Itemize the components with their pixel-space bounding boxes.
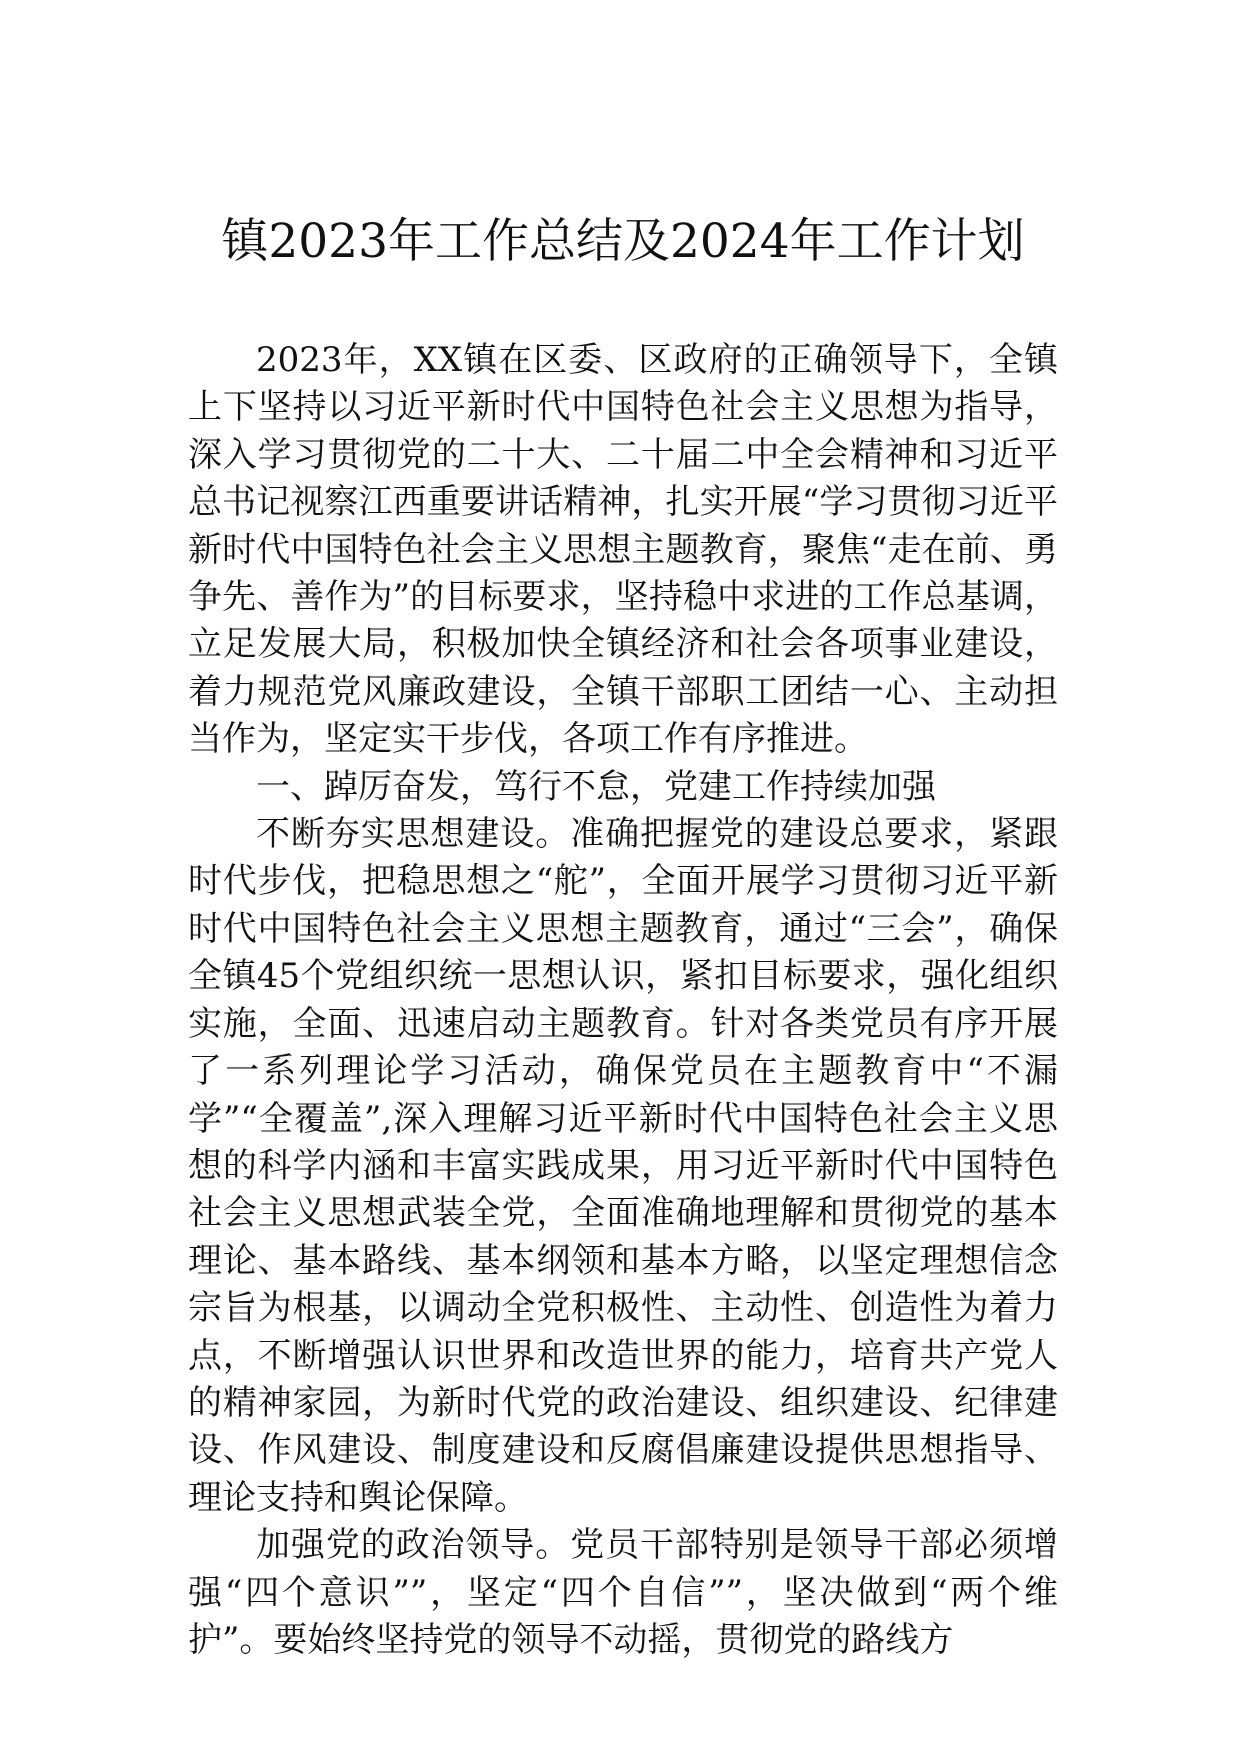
document-page xyxy=(188,0,1058,1754)
document-title: 镇2023年工作总结及2024年工作计划 xyxy=(221,214,1025,269)
body-paragraph: 加强党的政治领导。党员干部特别是领导干部必须增强“四个意识””，坚定“四个自信””，坚决做到“两个维护”。要始终坚持党的领导不动摇，贯彻党的路线方 xyxy=(188,1525,1058,1660)
document-body xyxy=(188,337,1058,1664)
section-heading: 一、踔厉奋发，笃行不怠，党建工作持续加强 xyxy=(256,766,936,807)
intro-paragraph: 2023年，XX镇在区委、区政府的正确领导下，全镇上下坚持以习近平新时代中国特色社会主义思想为指导，深入学习贯彻党的二十大、二十届二中全会精神和习近平总书记视察江西重要讲话精神，扎实开展“学习贯彻习近平新时代中国特色社会主义思想主题教育，聚焦“走在前、勇争先、善作为”的目标要求，坚持稳中求进的工作总基调，立足发展大局，积极加快全镇经济和社会各项事业建设，着力规范党风廉政建设，全镇干部职工团结一心、主动担当作为，坚定实干步伐，各项工作有序推进。 xyxy=(188,340,1058,760)
body-paragraph: 不断夯实思想建设。准确把握党的建设总要求，紧跟时代步伐，把稳思想之“舵”，全面开展学习贯彻习近平新时代中国特色社会主义思想主题教育，通过“三会”，确保全镇45个党组织统一思想认识，紧扣目标要求，强化组织实施，全面、迅速启动主题教育。针对各类党员有序开展了一系列理论学习活动，确保党员在主题教育中“不漏学”“全覆盖”,深入理解习近平新时代中国特色社会主义思想的科学内涵和丰富实践成果，用习近平新时代中国特色社会主义思想武装全党，全面准确地理解和贯彻党的基本理论、基本路线、基本纲领和基本方略，以坚定理想信念宗旨为根基，以调动全党积极性、主动性、创造性为着力点，不断增强认识世界和改造世界的能力，培育共产党人的精神家园，为新时代党的政治建设、组织建设、纪律建设、作风建设、制度建设和反腐倡廉建设提供思想指导、理论支持和舆论保障。 xyxy=(188,814,1058,1518)
